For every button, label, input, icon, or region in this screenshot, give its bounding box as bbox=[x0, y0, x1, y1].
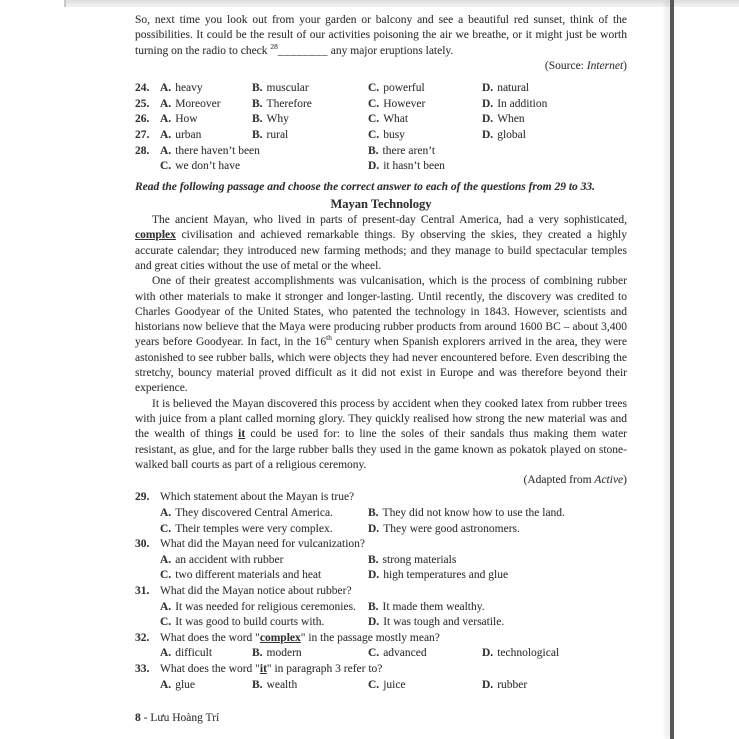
credit-line bbox=[135, 473, 627, 488]
option-text: busy bbox=[383, 128, 405, 141]
paragraph-text: The ancient Mayan, who lived in parts of present-day Central America, had a very sophisticated, bbox=[152, 214, 627, 227]
option-letter: D. bbox=[482, 647, 494, 660]
page-number: 8 bbox=[135, 712, 141, 724]
question-row-29-ab bbox=[135, 506, 627, 522]
option-a bbox=[160, 506, 368, 522]
option-c bbox=[368, 128, 482, 144]
ordinal-superscript: th bbox=[326, 333, 332, 343]
option-letter: C. bbox=[368, 82, 380, 95]
paragraph-text: could be used for: to line the soles of their sandals thus making them water resistant, as glue, and for the large rubber balls they used in the game known as pokatok played on stone-walked ball courts as part of a religious ceremony. bbox=[135, 428, 628, 471]
question-row-29-cd bbox=[135, 522, 627, 538]
question-text-after: " in paragraph 3 refer to? bbox=[266, 662, 383, 675]
option-text: technological bbox=[497, 647, 560, 660]
option-b bbox=[252, 97, 368, 113]
passage-title: Mayan Technology bbox=[330, 197, 432, 212]
question-row-24 bbox=[135, 81, 627, 97]
option-c bbox=[160, 522, 368, 538]
option-letter: D. bbox=[482, 113, 494, 126]
option-letter: C. bbox=[160, 160, 172, 173]
page-content bbox=[135, 13, 627, 693]
question-row-31-cd bbox=[135, 615, 627, 631]
question-row-25 bbox=[135, 97, 627, 113]
option-c bbox=[368, 97, 482, 113]
option-a bbox=[160, 97, 252, 113]
option-letter: A. bbox=[160, 600, 172, 613]
question-text: Which statement about the Mayan is true? bbox=[160, 491, 355, 504]
passage-paragraph-2 bbox=[135, 274, 627, 396]
option-text: modern bbox=[266, 647, 302, 660]
paragraph-text: One of their greatest accomplishments was vulcanisation, which is the process of combining rubber with other materials to make it stronger and longer-lasting. Until recently, the discovery was credited to Charles Goodyear of the United States, who patented the technology in 1843. However, scientists and historians now believe that the Maya were producing rubber products from around 1600 BC – about 3,400 years before Goodyear. In fact, in the 16 bbox=[135, 275, 627, 349]
option-letter: B. bbox=[368, 553, 379, 566]
option-a bbox=[160, 600, 368, 616]
option-text: rural bbox=[266, 128, 289, 141]
intro-text: So, next time you look out from your garden or balcony and see a beautiful red sunset, think of the possibilities. It could be the result of our activities poisoning the air we breathe, or it might just be worth turning on the radio to check bbox=[135, 14, 627, 57]
option-letter: C. bbox=[368, 678, 380, 691]
option-d bbox=[368, 615, 627, 631]
page-edge-line bbox=[670, 0, 674, 739]
option-text: It made them wealthy. bbox=[382, 600, 485, 613]
option-letter: C. bbox=[368, 97, 380, 110]
question-text: What did the Mayan notice about rubber? bbox=[160, 584, 352, 597]
option-c bbox=[160, 159, 368, 175]
question-number: 26. bbox=[135, 113, 150, 126]
option-c bbox=[368, 678, 482, 694]
option-letter: A. bbox=[160, 82, 172, 95]
question-number: 24. bbox=[135, 82, 150, 95]
option-a bbox=[160, 112, 252, 128]
option-c bbox=[160, 568, 368, 584]
question-line-32 bbox=[135, 631, 627, 647]
option-text: heavy bbox=[175, 82, 203, 95]
option-text: two different materials and heat bbox=[175, 569, 322, 582]
option-a bbox=[160, 678, 252, 694]
question-line-33 bbox=[135, 662, 627, 678]
option-d bbox=[482, 678, 627, 694]
passage-paragraph-1 bbox=[135, 213, 627, 274]
question-number: 28. bbox=[135, 144, 150, 157]
option-letter: D. bbox=[368, 522, 380, 535]
option-letter: B. bbox=[252, 128, 263, 141]
option-letter: C. bbox=[160, 522, 172, 535]
question-row-33 bbox=[135, 678, 627, 694]
option-text: high temperatures and glue bbox=[383, 569, 509, 582]
keyword-it: it bbox=[238, 428, 246, 441]
question-text bbox=[160, 662, 627, 678]
option-text: powerful bbox=[383, 82, 425, 95]
question-number: 27. bbox=[135, 128, 150, 141]
option-text: They discovered Central America. bbox=[175, 506, 333, 519]
question-number: 33. bbox=[135, 662, 150, 675]
option-b bbox=[368, 600, 627, 616]
option-text: When bbox=[497, 113, 525, 126]
option-b bbox=[368, 144, 627, 160]
intro-text-after: any major eruptions lately. bbox=[327, 44, 454, 57]
option-b bbox=[368, 506, 627, 522]
option-b bbox=[252, 81, 368, 97]
option-letter: B. bbox=[368, 506, 379, 519]
question-row-31-ab bbox=[135, 600, 627, 616]
option-text: They did not know how to use the land. bbox=[382, 506, 565, 519]
option-letter: D. bbox=[368, 569, 380, 582]
keyword-it: it bbox=[259, 662, 267, 675]
intro-paragraph bbox=[135, 13, 627, 59]
question-line-30 bbox=[135, 537, 627, 553]
option-c bbox=[368, 81, 482, 97]
option-c bbox=[368, 646, 482, 662]
option-letter: B. bbox=[252, 97, 263, 110]
question-text-before: What does the word " bbox=[160, 631, 260, 644]
option-b bbox=[252, 678, 368, 694]
option-text: How bbox=[175, 113, 198, 126]
question-text-after: " in the passage mostly mean? bbox=[300, 631, 440, 644]
option-text: natural bbox=[497, 82, 530, 95]
option-c bbox=[160, 615, 368, 631]
option-letter: A. bbox=[160, 647, 172, 660]
option-text: advanced bbox=[383, 647, 427, 660]
footer-author: - Lưu Hoàng Trí bbox=[140, 712, 220, 724]
option-b bbox=[252, 128, 368, 144]
scan-top-edge bbox=[64, 0, 739, 7]
passage-paragraph-3 bbox=[135, 397, 627, 473]
option-text: It was good to build courts with. bbox=[175, 616, 325, 629]
option-d bbox=[482, 81, 627, 97]
option-a bbox=[160, 646, 252, 662]
option-d bbox=[482, 97, 627, 113]
question-text: What did the Mayan need for vulcanization? bbox=[160, 538, 366, 551]
option-text: there haven’t been bbox=[175, 144, 260, 157]
option-letter: C. bbox=[368, 113, 380, 126]
option-text: an accident with rubber bbox=[175, 553, 284, 566]
option-text: juice bbox=[383, 678, 406, 691]
option-letter: A. bbox=[160, 678, 172, 691]
option-text: Their temples were very complex. bbox=[175, 522, 333, 535]
option-letter: A. bbox=[160, 553, 172, 566]
blank-number-superscript: 28 bbox=[270, 41, 278, 51]
option-letter: D. bbox=[368, 160, 380, 173]
option-a bbox=[160, 553, 368, 569]
option-text: Why bbox=[266, 113, 289, 126]
option-letter: D. bbox=[482, 97, 494, 110]
option-text: we don’t have bbox=[175, 160, 241, 173]
option-text: What bbox=[383, 113, 409, 126]
option-d bbox=[482, 128, 627, 144]
option-d bbox=[368, 568, 627, 584]
keyword-complex: complex bbox=[135, 229, 176, 242]
option-text: They were good astronomers. bbox=[383, 522, 520, 535]
paragraph-text: civilisation and achieved remarkable things. By observing the skies, they created a highly accurate calendar; they introduced new farming methods; and they manage to build spectacular temples and great cities without the use of metal or the wheel. bbox=[135, 229, 627, 272]
section-instruction: Read the following passage and choose the correct answer to each of the questions from 29 to 33. bbox=[135, 180, 596, 193]
option-text: urban bbox=[175, 128, 202, 141]
option-letter: B. bbox=[252, 678, 263, 691]
question-number: 25. bbox=[135, 97, 150, 110]
option-text: It was needed for religious ceremonies. bbox=[175, 600, 356, 613]
option-text: wealth bbox=[266, 678, 298, 691]
option-letter: C. bbox=[160, 569, 172, 582]
question-row-32 bbox=[135, 646, 627, 662]
option-letter: A. bbox=[160, 506, 172, 519]
question-text bbox=[160, 631, 627, 647]
keyword-complex: complex bbox=[259, 631, 301, 644]
question-row-26 bbox=[135, 112, 627, 128]
option-letter: C. bbox=[368, 128, 380, 141]
question-number: 29. bbox=[135, 491, 150, 504]
option-text: Moreover bbox=[175, 97, 221, 110]
option-text: However bbox=[383, 97, 426, 110]
option-letter: C. bbox=[368, 647, 380, 660]
option-a bbox=[160, 144, 368, 160]
option-text: rubber bbox=[497, 678, 528, 691]
paragraph-text: century when Spanish explorers arrived in the area, they were astonished to see rubber balls, which were objects they had never encountered before. Even describing the stretchy, bouncy material proved difficult as it did not exist in Europe and was therefore beyond their experience. bbox=[135, 336, 627, 395]
question-number: 30. bbox=[135, 538, 150, 551]
option-a bbox=[160, 128, 252, 144]
option-letter: B. bbox=[252, 82, 263, 95]
question-row-28-ab bbox=[135, 144, 627, 160]
page-footer bbox=[135, 711, 219, 726]
option-text: global bbox=[497, 128, 526, 141]
option-d bbox=[368, 159, 627, 175]
fill-in-blank: ________ bbox=[277, 44, 328, 57]
question-number: 31. bbox=[135, 584, 150, 597]
option-text: difficult bbox=[175, 647, 213, 660]
credit-prefix: (Adapted from bbox=[523, 474, 595, 487]
option-text: it hasn’t been bbox=[383, 160, 445, 173]
option-letter: B. bbox=[368, 144, 379, 157]
option-letter: D. bbox=[368, 616, 380, 629]
source-line bbox=[135, 59, 627, 74]
option-letter: A. bbox=[160, 113, 172, 126]
option-letter: B. bbox=[252, 647, 263, 660]
option-letter: A. bbox=[160, 128, 172, 141]
source-name: Internet bbox=[586, 59, 624, 72]
option-letter: D. bbox=[482, 82, 494, 95]
option-letter: B. bbox=[252, 113, 263, 126]
option-text: Therefore bbox=[266, 97, 312, 110]
option-letter: D. bbox=[482, 678, 494, 691]
option-a bbox=[160, 81, 252, 97]
option-d bbox=[368, 522, 627, 538]
credit-name: Active bbox=[594, 474, 624, 487]
question-row-27 bbox=[135, 128, 627, 144]
credit-suffix: ) bbox=[623, 474, 627, 487]
question-row-30-cd bbox=[135, 568, 627, 584]
option-text: glue bbox=[175, 678, 195, 691]
question-number: 32. bbox=[135, 631, 150, 644]
question-line-29 bbox=[135, 490, 627, 506]
option-b bbox=[252, 646, 368, 662]
source-suffix: ) bbox=[623, 59, 627, 72]
option-text: In addition bbox=[497, 97, 548, 110]
question-line-31 bbox=[135, 584, 627, 600]
option-d bbox=[482, 646, 627, 662]
option-c bbox=[368, 112, 482, 128]
question-row-30-ab bbox=[135, 553, 627, 569]
paragraph-text: It is believed the Mayan discovered this process by accident when they cooked latex from rubber trees with juice from a plant called morning glory. They quickly realised how strong the new material was and the wealth of things bbox=[135, 397, 627, 441]
option-letter: B. bbox=[368, 600, 379, 613]
option-text: there aren’t bbox=[382, 144, 436, 157]
option-text: muscular bbox=[266, 82, 309, 95]
option-letter: D. bbox=[482, 128, 494, 141]
option-b bbox=[368, 553, 627, 569]
option-d bbox=[482, 112, 627, 128]
option-text: strong materials bbox=[382, 553, 457, 566]
option-letter: A. bbox=[160, 144, 172, 157]
option-letter: C. bbox=[160, 616, 172, 629]
option-letter: A. bbox=[160, 97, 172, 110]
question-row-28-cd bbox=[135, 159, 627, 175]
question-text-before: What does the word " bbox=[160, 662, 260, 675]
option-b bbox=[252, 112, 368, 128]
option-text: It was tough and versatile. bbox=[383, 616, 505, 629]
source-prefix: (Source: bbox=[544, 59, 587, 72]
